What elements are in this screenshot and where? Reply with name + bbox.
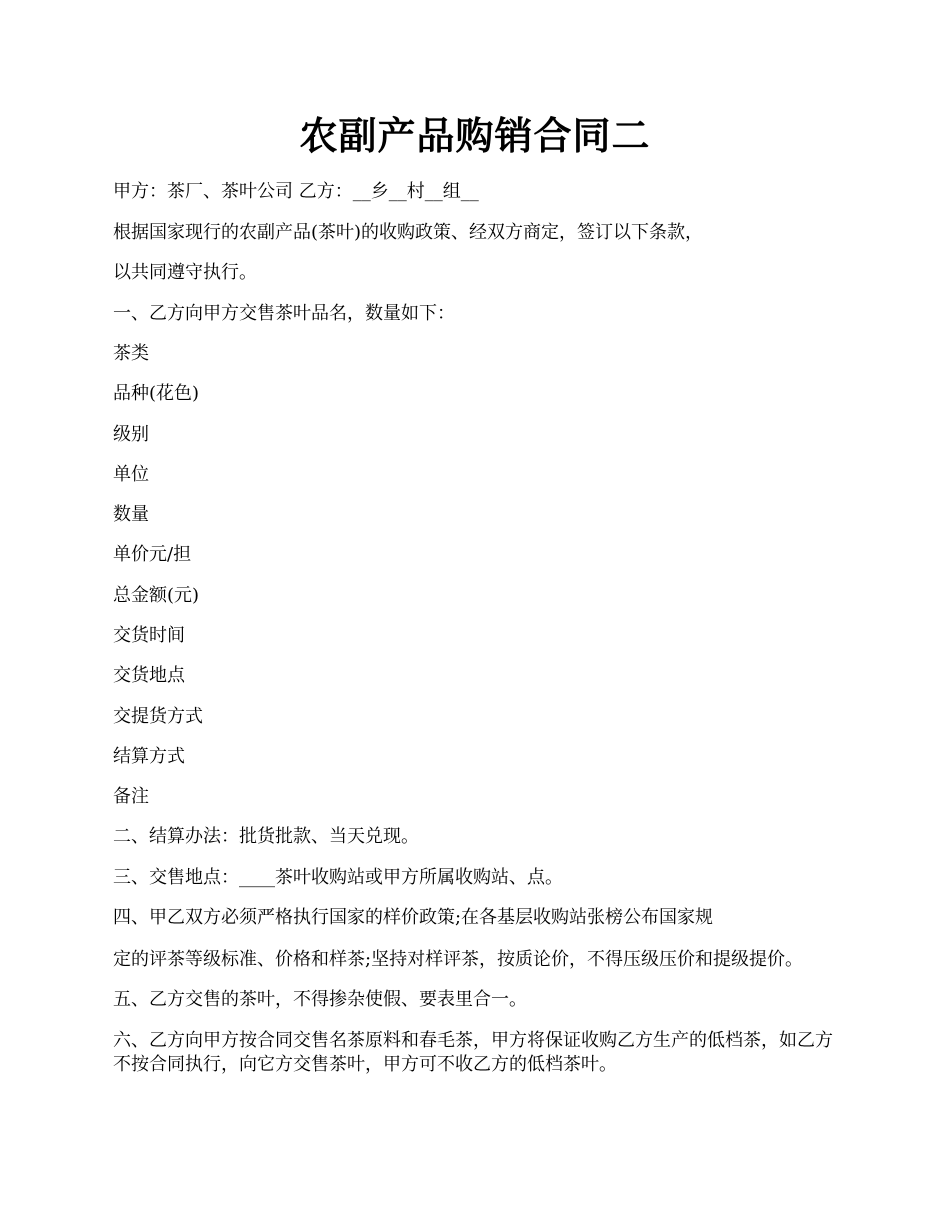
clause-4: 四、甲乙双方必须严格执行国家的样价政策;在各基层收购站张榜公布国家规	[113, 907, 714, 928]
field-grade: 级别	[113, 424, 149, 445]
field-delivery-place: 交货地点	[113, 665, 185, 686]
party-line: 甲方：茶厂、茶叶公司 乙方：__乡__村__组__	[113, 181, 479, 202]
field-remarks: 备注	[113, 786, 149, 807]
field-unit-price: 单价元/担	[113, 544, 192, 565]
clause-5: 五、乙方交售的茶叶，不得掺杂使假、要表里合一。	[113, 989, 527, 1010]
field-variety: 品种(花色)	[113, 383, 200, 404]
intro-paragraph: 根据国家现行的农副产品(茶叶)的收购政策、经双方商定，签订以下条款，	[113, 222, 704, 243]
clause-2: 二、结算办法：批货批款、当天兑现。	[113, 826, 419, 847]
clause-6: 六、乙方向甲方按合同交售名茶原料和春毛茶，甲方将保证收购乙方生产的低档茶，如乙方不按合同执行，向它方交售茶叶，甲方可不收乙方的低档茶叶。	[113, 1030, 833, 1075]
field-total-amount: 总金额(元)	[113, 585, 200, 606]
field-delivery-time: 交货时间	[113, 625, 185, 646]
clause-1: 一、乙方向甲方交售茶叶品名，数量如下：	[113, 303, 455, 324]
field-delivery-method: 交提货方式	[113, 706, 203, 727]
field-quantity: 数量	[113, 504, 149, 525]
field-settlement-method: 结算方式	[113, 746, 185, 767]
field-unit: 单位	[113, 464, 149, 485]
document-title: 农副产品购销合同二	[299, 113, 651, 158]
intro-paragraph-continued: 以共同遵守执行。	[113, 262, 257, 283]
clause-4-continued: 定的评茶等级标准、价格和样茶;坚持对样评茶，按质论价，不得压级压价和提级提价。	[113, 949, 804, 970]
clause-3: 三、交售地点：____茶叶收购站或甲方所属收购站、点。	[113, 867, 563, 888]
field-tea-type: 茶类	[113, 343, 149, 364]
